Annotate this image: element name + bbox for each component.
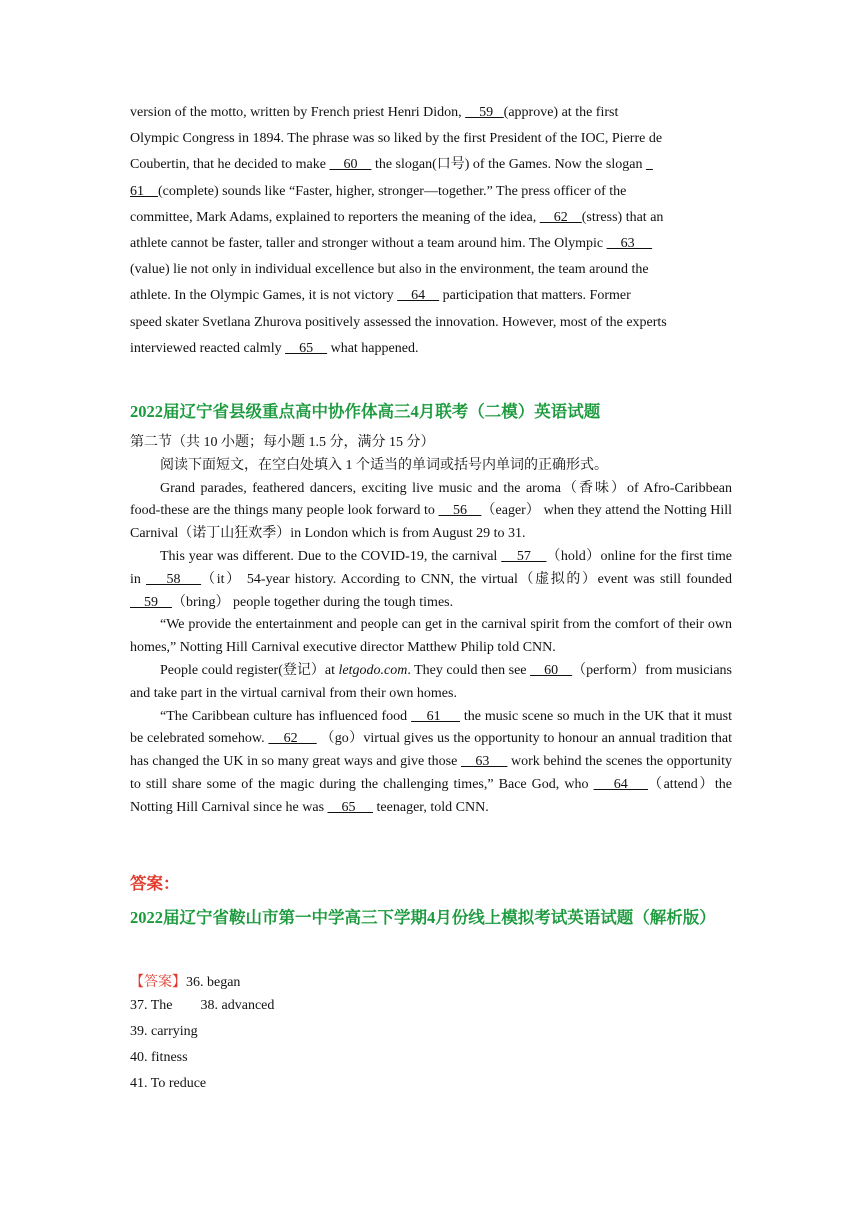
blank-number: 62 <box>539 209 582 225</box>
passage-line <box>130 152 730 178</box>
text-run: (value) lie not only in individual excellence but also in the environment, the team around the <box>130 262 649 278</box>
text-run: participation that matters. Former <box>439 288 631 304</box>
text-run: This year was different. Due to the COVID-19, the carnival <box>160 548 502 564</box>
passage-line <box>130 310 730 336</box>
answer-item: 36. began <box>186 975 241 990</box>
blank-number: 65 <box>327 799 374 815</box>
passage-paragraph <box>130 478 732 546</box>
blank-number: 65 <box>285 340 328 356</box>
instruction: 阅读下面短文，在空白处填入 1 个适当的单词或括号内单词的正确形式。 <box>160 457 608 473</box>
text-run: (stress) that an <box>581 209 664 225</box>
text-run: athlete cannot be faster, taller and stronger without a team around him. The Olympic <box>130 236 607 252</box>
passage-line <box>130 336 730 362</box>
text-run: Grand parades, feathered dancers, exciting live music and the aroma（香味）of Afro-Caribbean food-these are the things many people look forward to <box>130 480 732 519</box>
text-run: Olympic Congress in 1894. The phrase was so liked by the first President of the IOC, Pierre de <box>130 131 663 147</box>
blank-number <box>646 157 653 172</box>
text-run: （it） 54-year history. According to CNN, the virtual（虚拟的）event was still founded <box>201 571 733 587</box>
passage-line <box>130 179 730 205</box>
text-run: speed skater Svetlana Zhurova positively assessed the innovation. However, most of the experts <box>130 314 667 330</box>
text-run: “The Caribbean culture has influenced food <box>160 708 412 724</box>
passage-section2 <box>130 432 732 820</box>
text-run: （bring） people together during the tough times. <box>172 594 454 610</box>
passage-part1 <box>130 100 730 362</box>
text-run: the music scene so much in the UK that it must be celebrated somehow. <box>130 708 733 747</box>
blank-number: 60 <box>530 662 573 678</box>
passage-line <box>130 257 730 283</box>
website-text: letgodo.com <box>338 662 408 678</box>
passage-line <box>130 100 730 126</box>
text-run: (complete) sounds like “Faster, higher, stronger—together.” The press officer of the <box>158 183 627 199</box>
blank-number: 64 <box>593 776 649 792</box>
passage-paragraph <box>130 706 732 820</box>
blank-number: 61 <box>411 708 460 724</box>
text-run: teenager, told CNN. <box>373 799 489 815</box>
blank-number: 59 <box>465 105 504 120</box>
blank-number: 58 <box>146 571 202 587</box>
text-run: Coubertin, that he decided to make <box>130 157 330 173</box>
text-run: committee, Mark Adams, explained to reporters the meaning of the idea, <box>130 209 540 225</box>
passage-paragraph <box>130 614 732 660</box>
blank-number: 57 <box>501 548 547 564</box>
answer-item: 40. fitness <box>130 1050 188 1065</box>
answer-item: 37. The 38. advanced <box>130 998 275 1013</box>
blank-number: 63 <box>460 754 508 770</box>
text-run: “We provide the entertainment and people can get in the carnival spirit from the comfort of their own homes,” Notting Hill Carnival executive director Matthew Philip told CNN. <box>130 617 732 656</box>
blank-number: 56 <box>438 503 482 519</box>
text-run: athlete. In the Olympic Games, it is not victory <box>130 288 398 304</box>
text-run: （eager） when they attend the Notting Hill Carnival（诺丁山狂欢季）in London which is from August 29 to 31. <box>130 503 732 542</box>
answer-tag: 【答案】 <box>130 975 186 990</box>
blank-number: 60 <box>329 157 372 173</box>
text-run: work behind the scenes the opportunity to still share some of the magic during the challenging times,” Bace God, who <box>130 754 733 792</box>
text-run: interviewed reacted calmly <box>130 340 286 356</box>
text-run: . They could then see <box>407 662 531 678</box>
blank-number: 59 <box>130 594 172 610</box>
answers-heading: 答案： <box>130 874 180 893</box>
blank-number: 62 <box>268 731 317 747</box>
passage-paragraph <box>130 546 732 614</box>
text-run: (approve) at the first <box>503 105 619 120</box>
answer-item: 39. carrying <box>130 1024 198 1039</box>
text-run: People could register(登记）at <box>160 662 339 678</box>
passage-line <box>130 205 730 231</box>
section-subtitle: 第二节（共 10 小题；每小题 1.5 分，满分 15 分） <box>130 435 435 450</box>
answers-source-title: 2022届辽宁省鞍山市第一中学高三下学期4月份线上模拟考试英语试题（解析版） <box>130 908 716 927</box>
blank-number: 61 <box>130 183 158 199</box>
blank-number: 63 <box>606 236 653 252</box>
passage-paragraph <box>130 660 732 706</box>
passage-line <box>130 126 730 152</box>
text-run: （go）virtual gives us the opportunity to honour an annual tradition that has changed the UK in so many great ways and give those <box>130 731 732 770</box>
section-title: 2022届辽宁省县级重点高中协作体高三4月联考（二模）英语试题 <box>130 402 601 421</box>
answer-line-first <box>130 971 240 991</box>
passage-line <box>130 283 730 309</box>
text-run: （hold）online for the first time in <box>130 548 732 587</box>
text-run: the slogan(口号) of the Games. Now the slogan <box>371 157 646 173</box>
answer-item: 41. To reduce <box>130 1076 207 1091</box>
blank-number: 64 <box>397 288 440 304</box>
text-run: version of the motto, written by French priest Henri Didon, <box>130 105 466 120</box>
passage-line <box>130 231 730 257</box>
text-run: what happened. <box>327 340 419 356</box>
text-run: （attend）the Notting Hill Carnival since he was <box>130 776 733 815</box>
text-run: （perform）from musicians and take part in the virtual carnival from their own homes. <box>130 662 733 701</box>
